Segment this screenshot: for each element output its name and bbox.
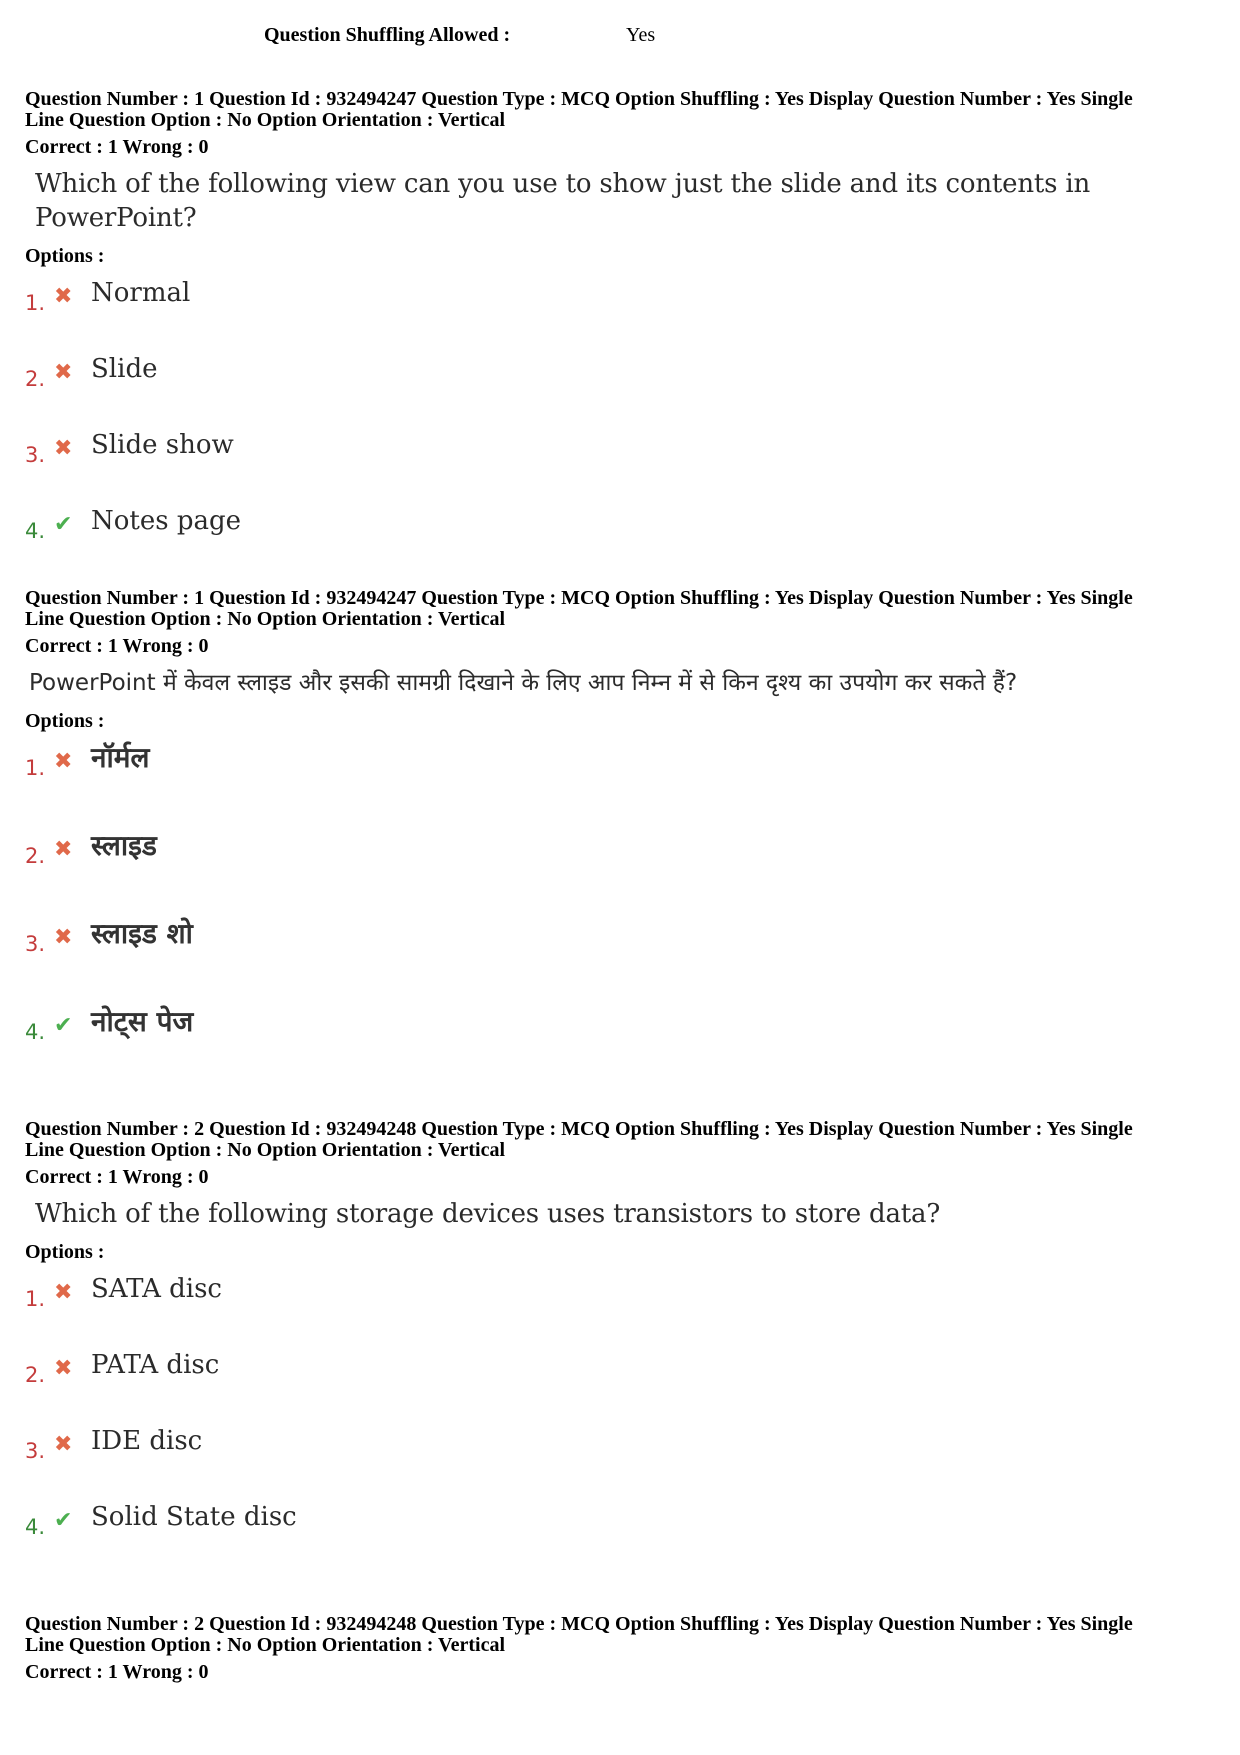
shuffle-setting — [0, 24, 1240, 54]
option-number: 4. — [25, 1020, 46, 1044]
option-item-correct — [25, 501, 1225, 577]
cross-icon: ✖ — [54, 436, 73, 461]
option-number: 2. — [25, 367, 46, 391]
question-meta-cont: Line Question Option : No Option Orientation : Vertical — [25, 1634, 506, 1656]
option-item — [25, 738, 1225, 826]
shuffle-value: Yes — [626, 24, 656, 46]
option-text: IDE disc — [91, 1426, 203, 1456]
option-item — [25, 826, 1225, 914]
question-block-q1-hi — [25, 588, 1225, 1090]
cross-icon: ✖ — [54, 284, 73, 309]
question-text: PowerPoint में केवल स्लाइड और इसकी सामग्री दिखाने के लिए आप निम्न में से किन दृश्य का उपयोग कर सकते हैं? — [29, 670, 1018, 696]
cross-icon: ✖ — [54, 360, 73, 385]
option-text: Slide — [91, 354, 158, 384]
marking-scheme: Correct : 1 Wrong : 0 — [25, 136, 209, 158]
shuffle-label: Question Shuffling Allowed : — [264, 24, 511, 46]
option-text: SATA disc — [91, 1274, 222, 1304]
question-meta-cont: Line Question Option : No Option Orientation : Vertical — [25, 109, 506, 131]
option-text: Notes page — [91, 506, 242, 536]
question-block-q1-en — [25, 89, 1225, 577]
option-text: नॉर्मल — [91, 741, 150, 774]
cross-icon: ✖ — [54, 749, 73, 774]
option-text: स्लाइड शो — [91, 917, 193, 950]
marking-scheme: Correct : 1 Wrong : 0 — [25, 1661, 209, 1683]
option-item-correct — [25, 1497, 1225, 1573]
option-item — [25, 1345, 1225, 1421]
option-item — [25, 914, 1225, 1002]
question-block-q2-hi — [25, 1614, 1225, 1683]
option-text: Slide show — [91, 430, 234, 460]
option-number: 2. — [25, 844, 46, 868]
options-label: Options : — [25, 710, 105, 732]
question-meta: Question Number : 1 Question Id : 932494247 Question Type : MCQ Option Shuffling : Yes Display Question Number : Yes Single — [25, 88, 1133, 110]
option-number: 1. — [25, 291, 46, 315]
option-number: 3. — [25, 443, 46, 467]
option-number: 4. — [25, 519, 46, 543]
option-text: स्लाइड — [91, 829, 157, 862]
option-number: 1. — [25, 1287, 46, 1311]
cross-icon: ✖ — [54, 1280, 73, 1305]
question-meta: Question Number : 2 Question Id : 932494248 Question Type : MCQ Option Shuffling : Yes Display Question Number : Yes Single — [25, 1613, 1133, 1635]
question-meta-cont: Line Question Option : No Option Orientation : Vertical — [25, 608, 506, 630]
option-number: 1. — [25, 756, 46, 780]
option-text: नोट्स पेज — [91, 1005, 194, 1038]
option-text: Normal — [91, 278, 191, 308]
option-item-correct — [25, 1002, 1225, 1090]
question-block-q2-en — [25, 1119, 1225, 1573]
cross-icon: ✖ — [54, 1432, 73, 1457]
check-icon: ✔ — [54, 1508, 73, 1533]
option-text: PATA disc — [91, 1350, 220, 1380]
question-meta: Question Number : 2 Question Id : 932494248 Question Type : MCQ Option Shuffling : Yes Display Question Number : Yes Single — [25, 1118, 1133, 1140]
cross-icon: ✖ — [54, 1356, 73, 1381]
question-meta-cont: Line Question Option : No Option Orientation : Vertical — [25, 1139, 506, 1161]
option-item — [25, 1269, 1225, 1345]
option-text: Solid State disc — [91, 1502, 297, 1532]
option-number: 3. — [25, 932, 46, 956]
marking-scheme: Correct : 1 Wrong : 0 — [25, 635, 209, 657]
marking-scheme: Correct : 1 Wrong : 0 — [25, 1166, 209, 1188]
option-item — [25, 349, 1225, 425]
options-label: Options : — [25, 245, 105, 267]
check-icon: ✔ — [54, 512, 73, 537]
cross-icon: ✖ — [54, 925, 73, 950]
question-text: Which of the following storage devices uses transistors to store data? — [35, 1199, 941, 1229]
option-item — [25, 425, 1225, 501]
option-item — [25, 1421, 1225, 1497]
option-number: 3. — [25, 1439, 46, 1463]
cross-icon: ✖ — [54, 837, 73, 862]
check-icon: ✔ — [54, 1013, 73, 1038]
options-label: Options : — [25, 1241, 105, 1263]
question-meta: Question Number : 1 Question Id : 932494247 Question Type : MCQ Option Shuffling : Yes Display Question Number : Yes Single — [25, 587, 1133, 609]
option-number: 4. — [25, 1515, 46, 1539]
question-text: Which of the following view can you use to show just the slide and its contents in PowerPoint? — [35, 169, 1090, 233]
option-number: 2. — [25, 1363, 46, 1387]
option-item — [25, 273, 1225, 349]
